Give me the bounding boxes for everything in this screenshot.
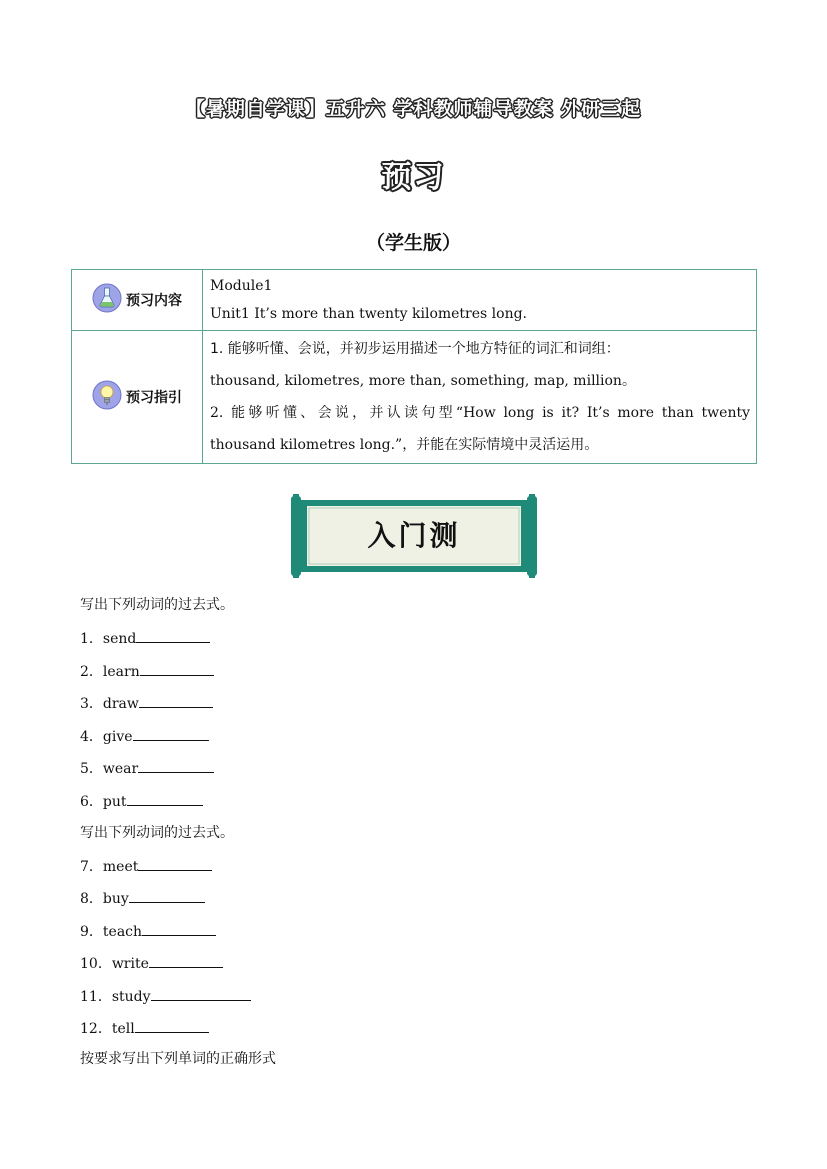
section-banner <box>291 494 537 578</box>
label-cell <box>72 270 203 331</box>
module-line: Module1 <box>210 278 273 294</box>
label-preview-content: 预习内容 <box>126 293 182 309</box>
answer-blank[interactable] <box>138 856 212 871</box>
instruction-text: 按要求写出下列单词的正确形式 <box>80 1051 276 1067</box>
list-item: 3．draw <box>80 693 213 713</box>
guide-line: 2. 能够听懂、会说，并认读句型“How long is it? It’s more than twenty <box>210 405 750 421</box>
guide-line: thousand, kilometres, more than, something, map, million。 <box>210 373 636 389</box>
table-row-content <box>72 270 757 331</box>
preview-info-table <box>71 269 757 464</box>
label-preview-guide: 预习指引 <box>126 390 182 406</box>
lightbulb-icon <box>92 380 122 414</box>
answer-blank[interactable] <box>139 693 213 708</box>
instruction-text: 写出下列动词的过去式。 <box>80 597 234 613</box>
list-item: 4．give <box>80 726 209 746</box>
instruction-text: 写出下列动词的过去式。 <box>80 825 234 841</box>
answer-blank[interactable] <box>151 986 251 1001</box>
list-item: 11．study <box>80 986 251 1006</box>
answer-blank[interactable] <box>135 1018 209 1033</box>
guide-line: thousand kilometres long.”，并能在实际情境中灵活运用。 <box>210 437 599 453</box>
content-cell <box>203 270 757 331</box>
answer-blank[interactable] <box>133 726 209 741</box>
answer-blank[interactable] <box>129 888 205 903</box>
flask-icon <box>92 283 122 317</box>
list-item: 6．put <box>80 791 203 811</box>
table-row-guide <box>72 331 757 464</box>
list-item: 2．learn <box>80 661 214 681</box>
content-cell <box>203 331 757 464</box>
answer-blank[interactable] <box>142 921 216 936</box>
list-item: 9．teach <box>80 921 216 941</box>
unit-line: Unit1 It’s more than twenty kilometres long. <box>210 306 528 322</box>
page-title: 预习 <box>381 160 446 195</box>
list-item: 8．buy <box>80 888 205 908</box>
answer-blank[interactable] <box>149 953 223 968</box>
answer-blank[interactable] <box>136 628 210 643</box>
answer-blank[interactable] <box>127 791 203 806</box>
edition-label: （学生版） <box>365 232 461 254</box>
guide-line: 1. 能够听懂、会说，并初步运用描述一个地方特征的词汇和词组： <box>210 341 620 357</box>
answer-blank[interactable] <box>140 661 214 676</box>
list-item: 5．wear <box>80 758 214 778</box>
list-item: 12．tell <box>80 1018 209 1038</box>
list-item: 7．meet <box>80 856 212 876</box>
answer-blank[interactable] <box>138 758 214 773</box>
header-title: 【暑期自学课】五升六 学科教师辅导教案 外研三起 <box>185 98 642 120</box>
list-item: 10．write <box>80 953 223 973</box>
list-item: 1．send <box>80 628 210 648</box>
label-cell <box>72 331 203 464</box>
banner-title: 入门测 <box>367 519 461 552</box>
